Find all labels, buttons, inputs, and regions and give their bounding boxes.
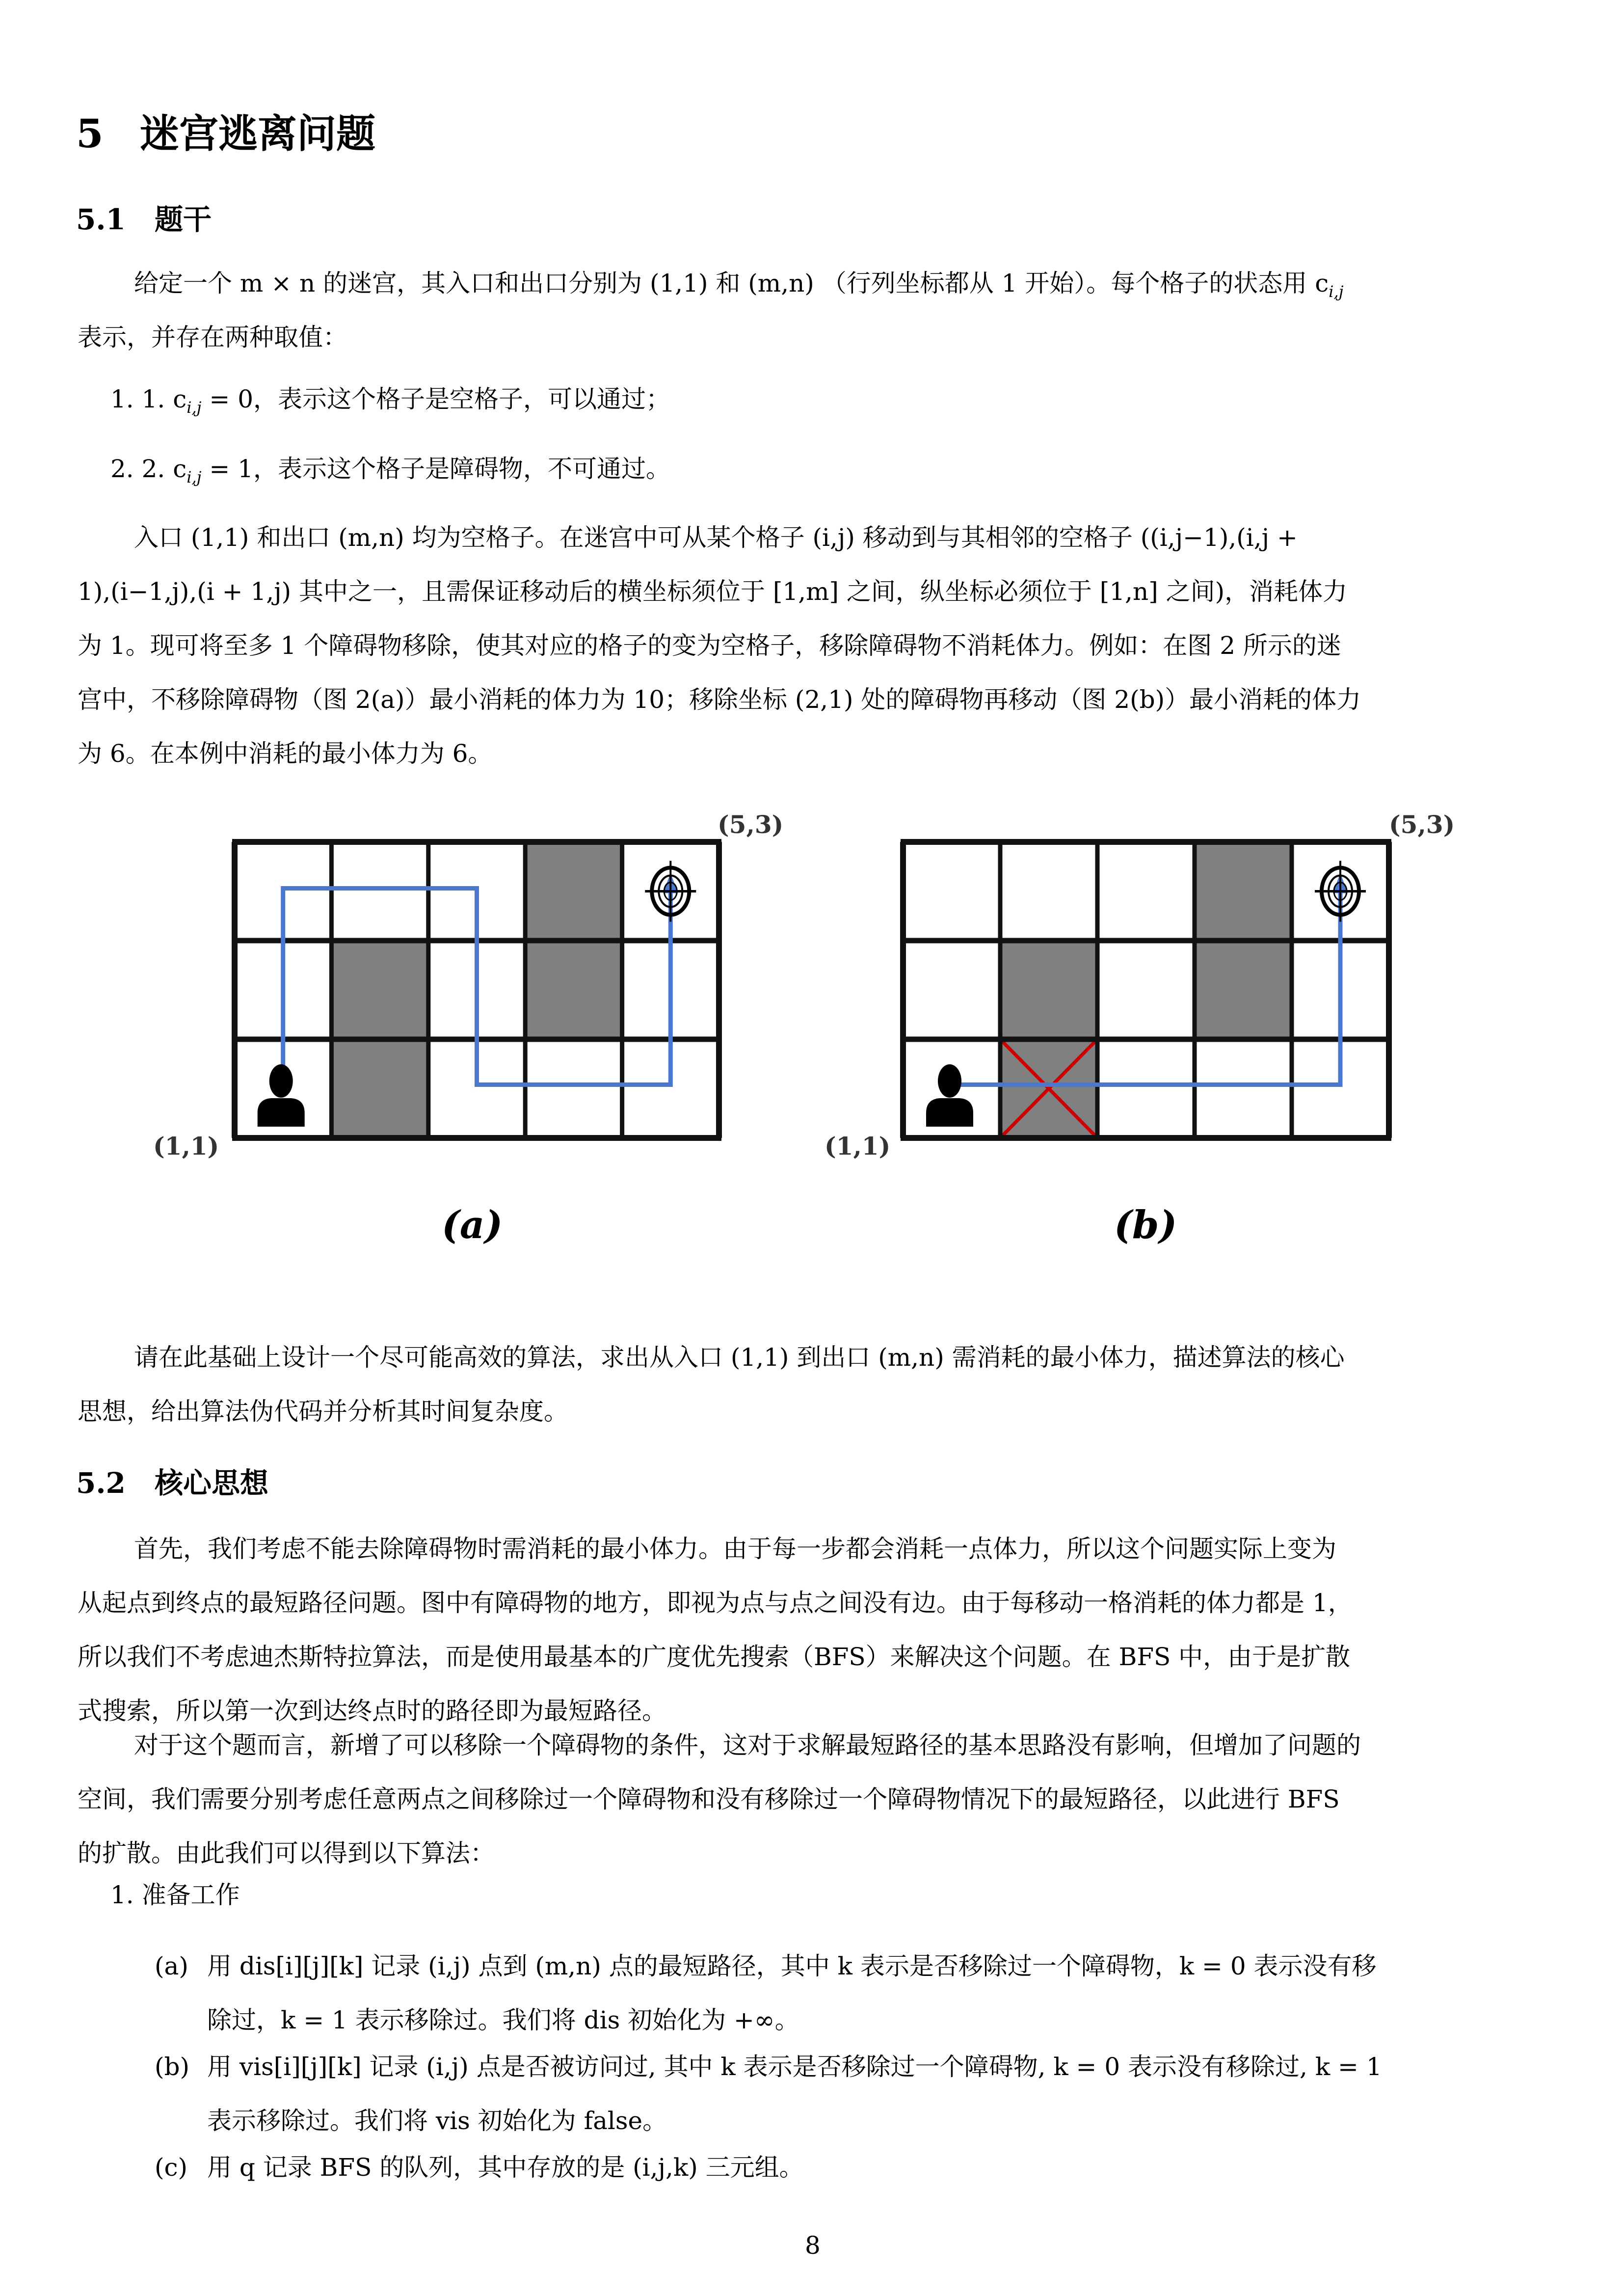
paragraph-line: 首先，我们考虑不能去除障碍物时需消耗的最小体力。由于每一步都会消耗一点体力，所以这个问题实际上变为 <box>134 1535 1336 1563</box>
task-paragraph <box>78 1330 1555 1438</box>
problem-intro-paragraph <box>78 256 1555 364</box>
item-marker: (b) <box>155 2053 190 2081</box>
target-icon <box>1315 861 1366 922</box>
subsection-title: 核心思想 <box>155 1466 269 1500</box>
step-1-item-a <box>155 1939 1558 2047</box>
paragraph-line: 从起点到终点的最短路径问题。图中有障碍物的地方，即视为点与点之间没有边。由于每移动一格消耗的体力都是 1， <box>78 1589 1353 1617</box>
item-line: 用 q 记录 BFS 的队列，其中存放的是 (i,j,k) 三元组。 <box>207 2153 804 2182</box>
item-marker: (a) <box>155 1952 188 1980</box>
step-1-item-b <box>155 2040 1558 2148</box>
obstacle-cell <box>525 842 622 941</box>
paragraph-line: 入口 (1,1) 和出口 (m,n) 均为空格子。在迷宫中可从某个格子 (i,j) 移动到与其相邻的空格子 ((i,j−1),(i,j + <box>134 523 1298 552</box>
subsection-number: 5.1 <box>76 203 126 236</box>
person-icon <box>926 1064 973 1127</box>
paragraph-line: 思想，给出算法伪代码并分析其时间复杂度。 <box>78 1397 568 1426</box>
core-idea-paragraph-1 <box>78 1522 1555 1738</box>
item-line: 除过，k = 1 表示移除过。我们将 dis 初始化为 +∞。 <box>207 2006 799 2034</box>
paragraph-line: 1),(i−1,j),(i + 1,j) 其中之一，且需保证移动后的横坐标须位于 [1,m] 之间，纵坐标必须位于 [1,n] 之间)，消耗体力 <box>78 577 1348 606</box>
panel-b-caption: (b) <box>1114 1203 1177 1247</box>
problem-rules-paragraph <box>78 511 1555 781</box>
obstacle-cell <box>331 941 428 1039</box>
paragraph-line: 式搜索，所以第一次到达终点时的路径即为最短路径。 <box>78 1697 666 1725</box>
obstacle-cell <box>1000 941 1097 1039</box>
value-list-item-2: 2. 2. $c_{i,j} = 1$，表示这个格子是障碍物，不可通过。 <box>110 455 671 486</box>
subsection-heading-5-1 <box>76 205 212 234</box>
page-number: 8 <box>805 2231 821 2260</box>
panel-b-end-label: (5,3) <box>1389 810 1455 839</box>
target-icon <box>645 861 696 922</box>
maze-figure <box>0 785 1623 1276</box>
paragraph-line: 请在此基础上设计一个尽可能高效的算法，求出从入口 (1,1) 到出口 (m,n) 需消耗的最小体力，描述算法的核心 <box>134 1343 1345 1372</box>
panel-b-start-label: (1,1) <box>825 1132 891 1161</box>
value-list-item-1: 1. 1. $c_{i,j} = 0$，表示这个格子是空格子，可以通过； <box>110 385 671 417</box>
section-heading <box>76 110 375 157</box>
paragraph-line: 表示，并存在两种取值： <box>78 323 347 351</box>
paragraph-line: 为 6。在本例中消耗的最小体力为 6。 <box>78 739 493 768</box>
paragraph-line: 宫中，不移除障碍物（图 2(a)）最小消耗的体力为 10；移除坐标 (2,1) 处的障碍物再移动（图 2(b)）最小消耗的体力 <box>78 685 1361 714</box>
core-idea-paragraph-2 <box>78 1718 1555 1880</box>
maze-panel-a <box>232 842 721 1138</box>
paragraph-line: 对于这个题而言，新增了可以移除一个障碍物的条件，这对于求解最短路径的基本思路没有影响，但增加了问题的 <box>134 1731 1361 1759</box>
subsection-heading-5-2 <box>76 1466 269 1500</box>
obstacle-cell <box>1195 941 1292 1039</box>
section-title: 迷宫逃离问题 <box>140 110 375 157</box>
paragraph-line: 给定一个 m × n 的迷宫，其入口和出口分别为 (1,1) 和 (m,n) （行列坐标都从 1 开始）。每个格子的状态用 $c_{i,j}$ <box>134 269 1344 301</box>
panel-a-caption: (a) <box>442 1203 503 1247</box>
obstacle-cell <box>1195 842 1292 941</box>
panel-a-end-label: (5,3) <box>718 810 784 839</box>
item-line: 用 dis[i][j][k] 记录 (i,j) 点到 (m,n) 点的最短路径，其中 k 表示是否移除过一个障碍物，k = 0 表示没有移 <box>207 1952 1377 1980</box>
obstacle-cell <box>525 941 622 1039</box>
person-icon <box>258 1064 305 1127</box>
paragraph-line: 空间，我们需要分别考虑任意两点之间移除过一个障碍物和没有移除过一个障碍物情况下的最短路径，以此进行 BFS <box>78 1785 1340 1813</box>
algorithm-step-1: 1. 准备工作 <box>110 1881 240 1909</box>
panel-a-start-label: (1,1) <box>153 1132 219 1161</box>
item-line: 表示移除过。我们将 vis 初始化为 false。 <box>207 2107 667 2135</box>
step-1-item-c <box>155 2140 1558 2194</box>
subsection-number: 5.2 <box>76 1466 126 1500</box>
item-line: 用 vis[i][j][k] 记录 (i,j) 点是否被访问过, 其中 k 表示是否移除过一个障碍物, k = 0 表示没有移除过, k = 1 <box>207 2053 1382 2081</box>
maze-panel-b <box>901 842 1391 1138</box>
paragraph-line: 为 1。现可将至多 1 个障碍物移除，使其对应的格子的变为空格子，移除障碍物不消耗体力。例如：在图 2 所示的迷 <box>78 631 1341 660</box>
section-number: 5 <box>76 110 104 157</box>
subsection-title: 题干 <box>155 203 212 236</box>
item-marker: (c) <box>155 2153 188 2182</box>
obstacle-cell <box>331 1039 428 1138</box>
paragraph-line: 所以我们不考虑迪杰斯特拉算法，而是使用最基本的广度优先搜索（BFS）来解决这个问题。在 BFS 中，由于是扩散 <box>78 1643 1351 1671</box>
paragraph-line: 的扩散。由此我们可以得到以下算法： <box>78 1839 495 1867</box>
